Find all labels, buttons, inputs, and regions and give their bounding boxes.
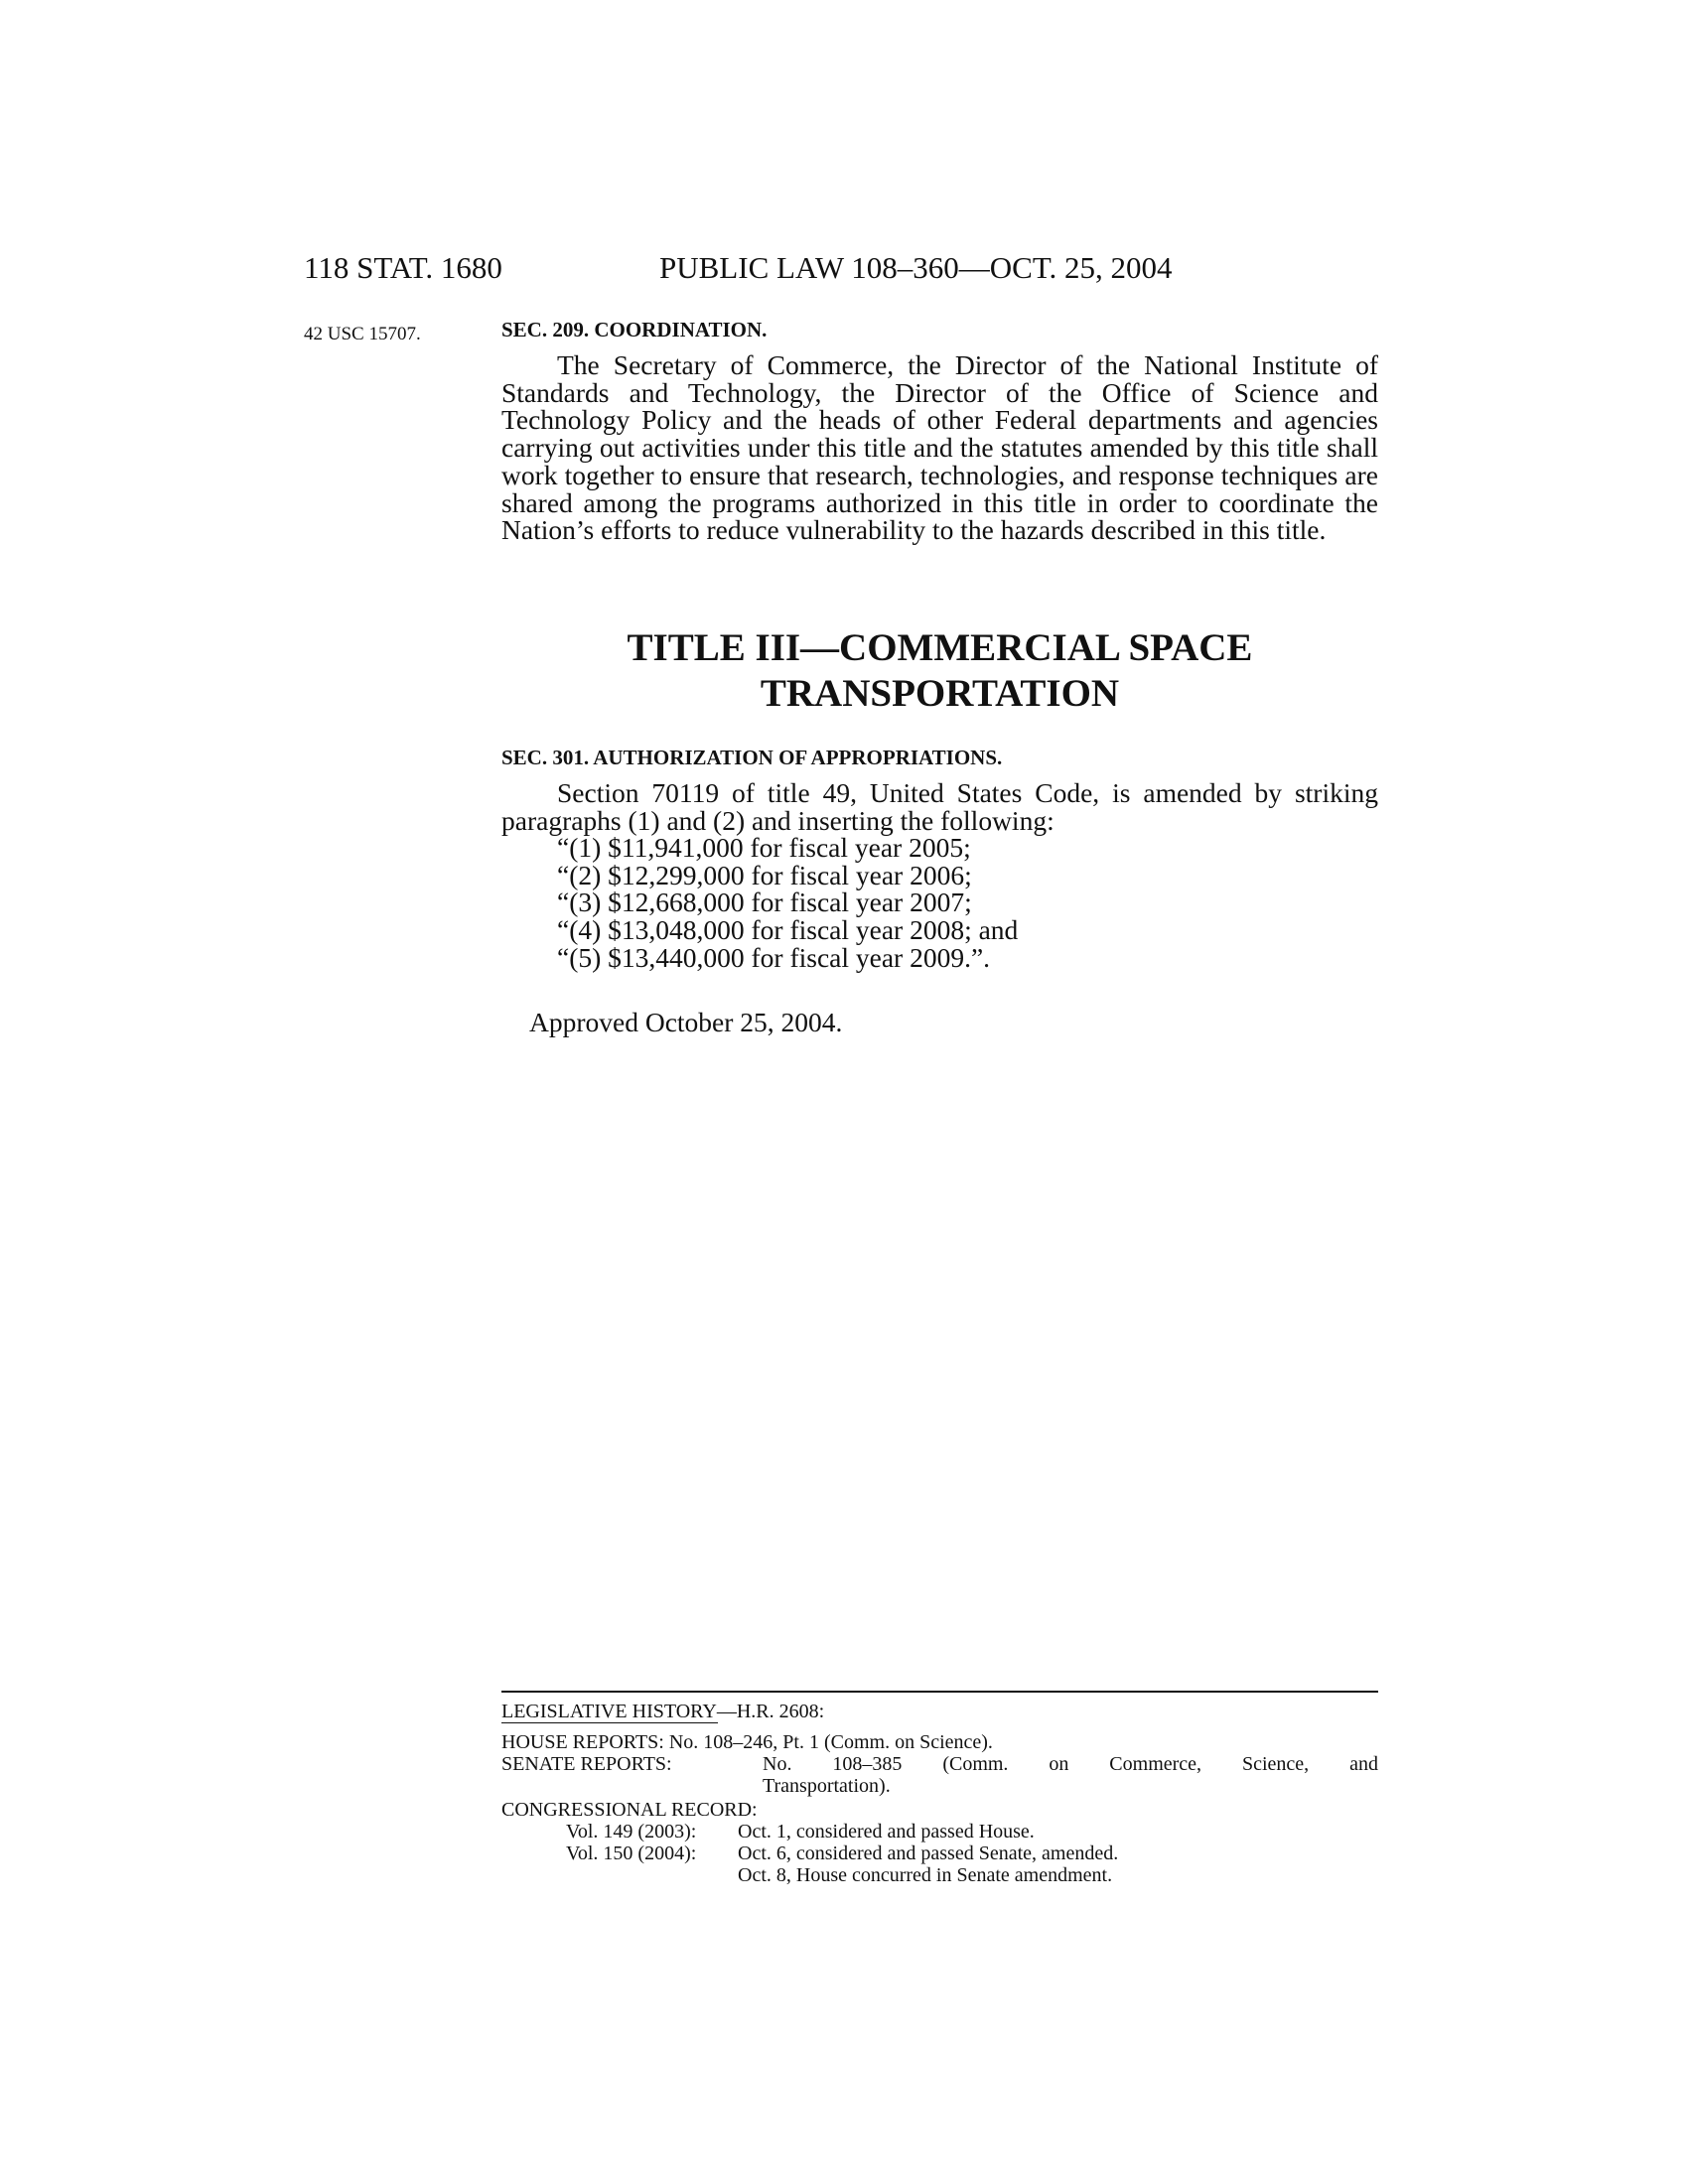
section-301-text: Section 70119 of title 49, United States Code, is amended by striking paragraphs (1) and (2) and inserting the following: bbox=[501, 777, 1378, 836]
record-vol-150-entry-1: Oct. 6, considered and passed Senate, amended. bbox=[738, 1843, 1119, 1864]
record-vol-149-entry: Oct. 1, considered and passed House. bbox=[738, 1821, 1035, 1843]
record-vol-149-label: Vol. 149 (2003): bbox=[566, 1821, 697, 1843]
section-301-heading: SEC. 301. AUTHORIZATION OF APPROPRIATIONS. bbox=[501, 746, 1003, 769]
page-running-head: PUBLIC LAW 108–360—OCT. 25, 2004 bbox=[659, 250, 1173, 285]
congressional-record-label: CONGRESSIONAL RECORD: bbox=[501, 1799, 758, 1821]
page-stat-citation: 118 STAT. 1680 bbox=[304, 250, 502, 285]
senate-reports-text: No. 108–385 (Comm. on Commerce, Science, and bbox=[763, 1753, 1378, 1775]
margin-note: 42 USC 15707. bbox=[304, 324, 421, 344]
list-item: “(2) $12,299,000 for fiscal year 2006; bbox=[557, 859, 972, 890]
senate-reports-text-continued: Transportation). bbox=[763, 1775, 891, 1797]
list-item: “(4) $13,048,000 for fiscal year 2008; and bbox=[557, 914, 1019, 946]
footnote-divider bbox=[501, 1691, 1378, 1693]
section-209-heading: SEC. 209. COORDINATION. bbox=[501, 318, 768, 341]
legislative-history-underline bbox=[501, 1722, 718, 1723]
title-iii-heading-line1: TITLE III—COMMERCIAL SPACE bbox=[627, 626, 1253, 669]
list-item: “(1) $11,941,000 for fiscal year 2005; bbox=[557, 832, 971, 863]
record-vol-150-entry-2: Oct. 8, House concurred in Senate amendment. bbox=[738, 1864, 1113, 1886]
record-vol-150-label: Vol. 150 (2004): bbox=[566, 1843, 697, 1864]
list-item: “(3) $12,668,000 for fiscal year 2007; bbox=[557, 887, 972, 918]
legislative-history-title: LEGISLATIVE HISTORY—H.R. 2608: bbox=[501, 1701, 825, 1722]
section-209-text: The Secretary of Commerce, the Director of the National Institute of Standards and Technology, the Director of the Office of Science and Technology Policy and the heads of other Federal departments and agencies carrying out activities under this title and the statutes amended by this title shall work together to ensure that research, technologies, and response techniques are shared among the programs authorized in this title in order to coordinate the Nation’s efforts to reduce vulnerability to the hazards described in this title. bbox=[501, 349, 1378, 546]
list-item: “(5) $13,440,000 for fiscal year 2009.”. bbox=[557, 941, 991, 973]
title-iii-heading-line2: TRANSPORTATION bbox=[760, 672, 1120, 715]
approval-date: Approved October 25, 2004. bbox=[529, 1007, 843, 1037]
senate-reports-label: SENATE REPORTS: bbox=[501, 1753, 672, 1775]
appropriations-list bbox=[557, 834, 1018, 972]
house-reports: HOUSE REPORTS: No. 108–246, Pt. 1 (Comm. on Science). bbox=[501, 1731, 993, 1753]
